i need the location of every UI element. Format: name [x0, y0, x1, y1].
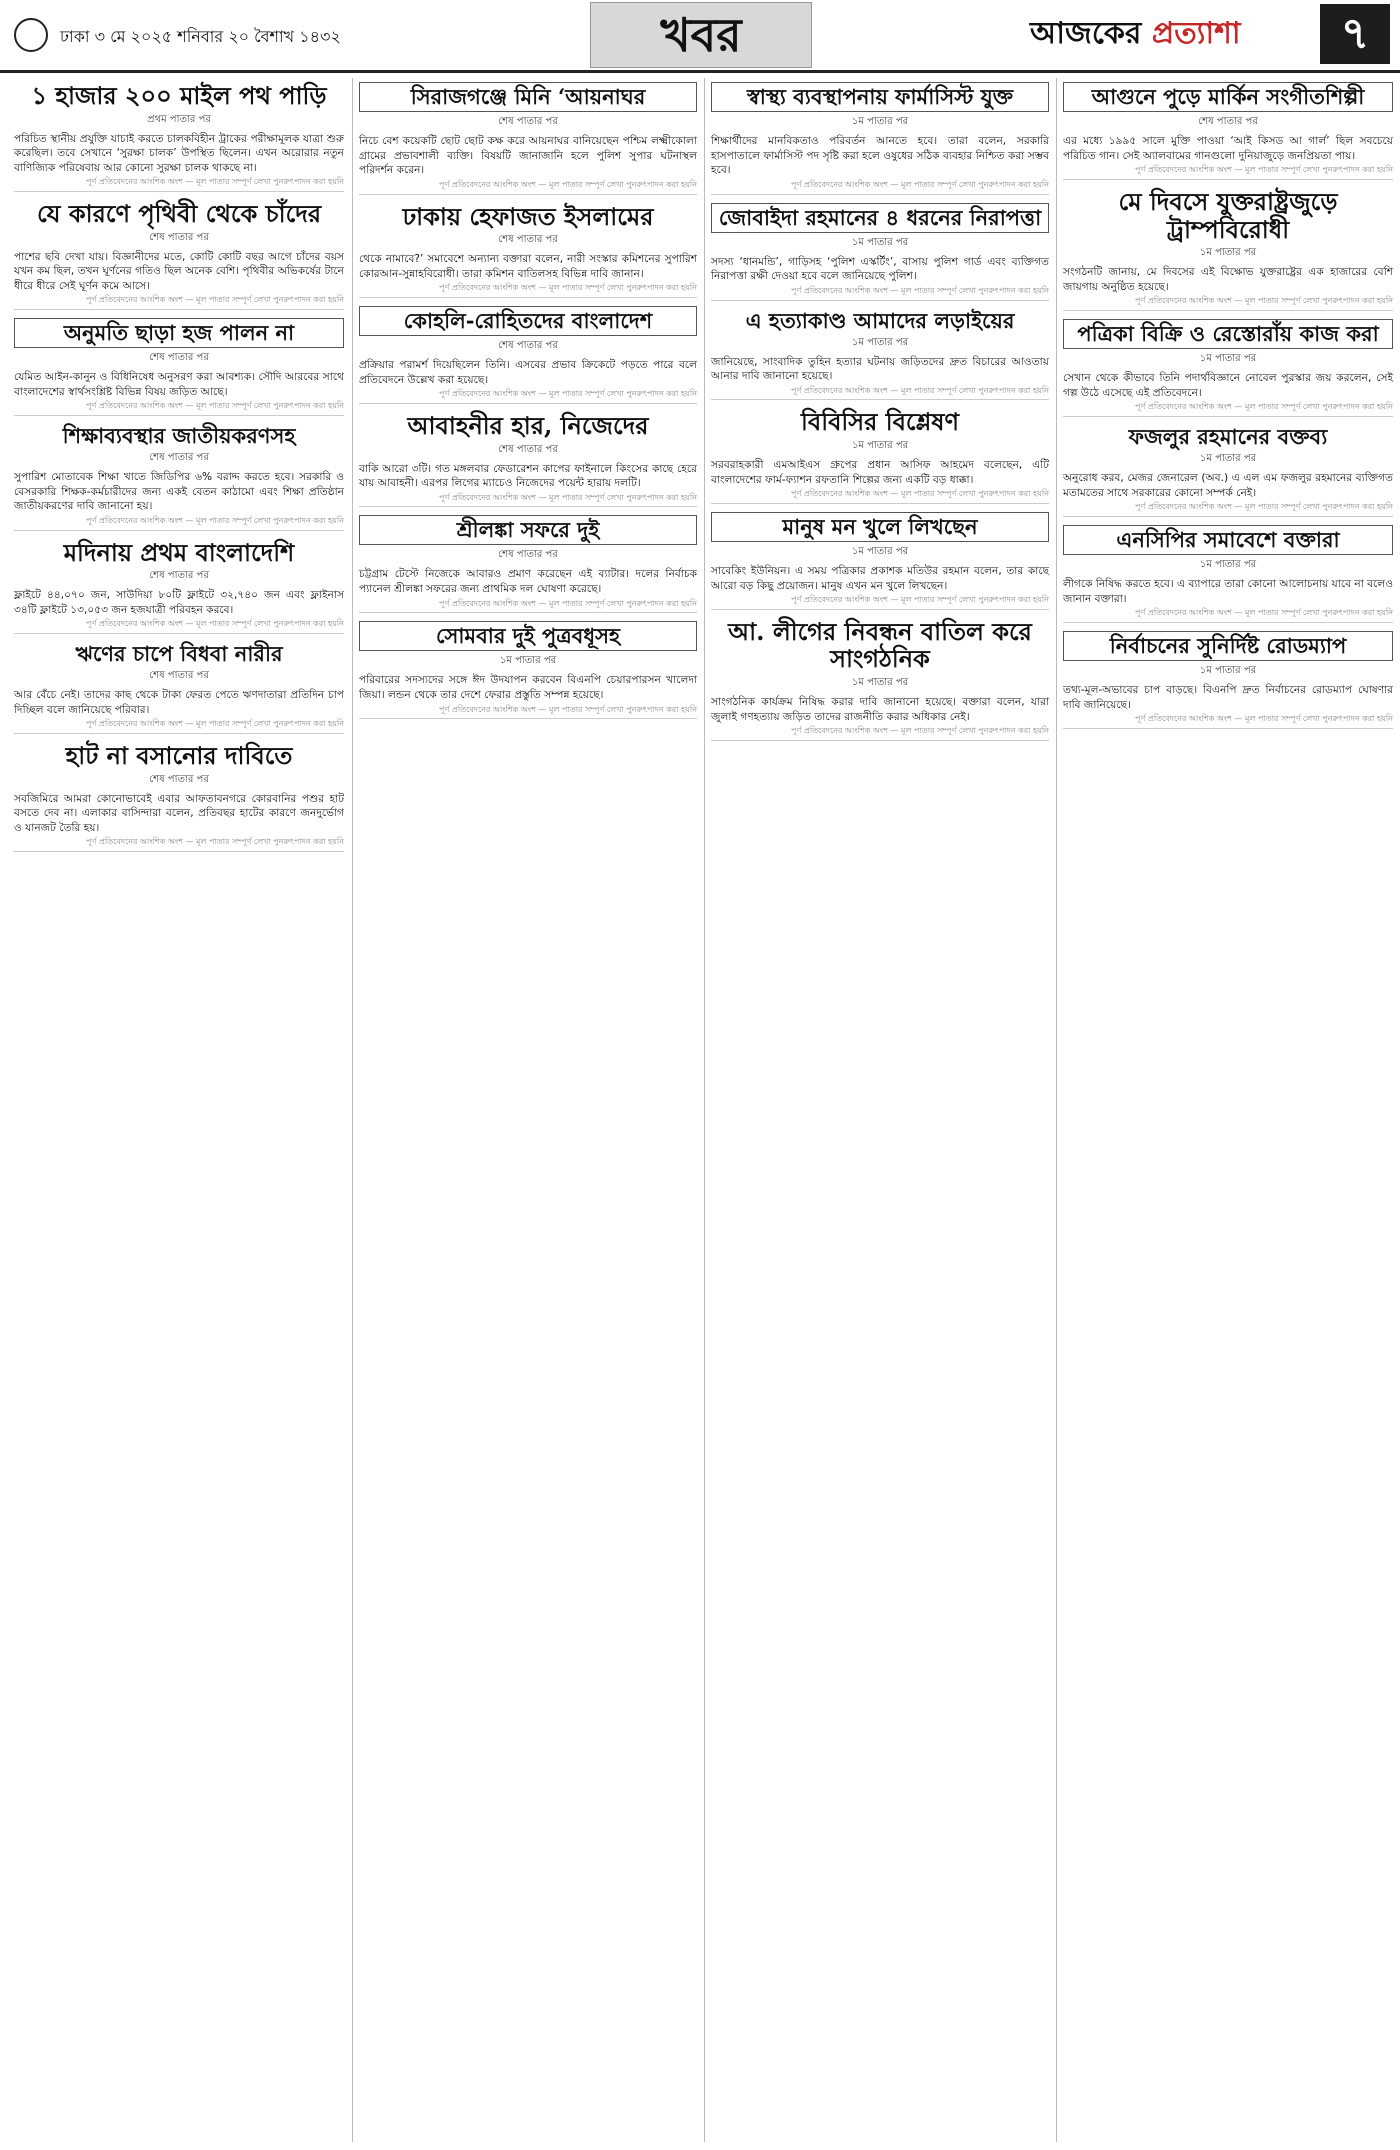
article-headline: বিবিসির বিশ্লেষণ: [800, 407, 959, 437]
article-body: থেকে নামাবে?’ সমাবেশে অন্যান্য বক্তারা বলেন, নারী সংস্কার কমিশনের সুপারিশ কোরআন-সুন্নাহবিরোধী। তারা কমিশন বাতিলসহ বিভিন্ন দাবি জানান।: [359, 253, 697, 280]
article: [14, 424, 344, 531]
article-body: সংগঠনটি জানায়, মে দিবসের এই বিক্ষোভ যুক্তরাষ্ট্রের এক হাজারের বেশি জায়গায় অনুষ্ঠিত হয়েছে।: [1063, 266, 1393, 293]
article-body: ফ্লাইটে ৪৪,০৭০ জন, সাউদিয়া ৮০টি ফ্লাইটে ৩২,৭৪০ জন এবং ফ্লাইনাস ৩৪টি ফ্লাইটে ১৩,০৫৩ জন হজযাত্রী পরিবহন করবে।: [14, 589, 344, 616]
excerpt-note: পূর্ণ প্রতিবেদনের আংশিক অংশ — মূল পাতার সম্পূর্ণ লেখা পুনরুৎপাদন করা হয়নি: [86, 619, 344, 629]
article-body: চট্টগ্রাম টেস্টে নিজেকে আবারও প্রমাণ করেছেন এই ব্যাটার। দলের নির্বাচক প্যানেল শ্রীলঙ্কা সফরের জন্য প্রাথমিক দল ঘোষণা করেছে।: [359, 568, 697, 596]
article: [359, 515, 697, 613]
continuation-label: ১ম পাতার পর: [851, 546, 909, 558]
article-body: তথ্য-মূল-অভাবের চাপ বাড়ছে। বিএনপি দ্রুত নির্বাচনের রোডম্যাপ ঘোষণার দাবি জানিয়েছে।: [1063, 683, 1393, 711]
continuation-label: ১ম পাতার পর: [851, 236, 909, 248]
continuation-label: শেষ পাতার পর: [149, 452, 209, 464]
continuation-label: শেষ পাতার পর: [498, 443, 558, 455]
continuation-label: ১ম পাতার পর: [851, 336, 909, 348]
excerpt-note: পূর্ণ প্রতিবেদনের আংশিক অংশ — মূল পাতার সম্পূর্ণ লেখা পুনরুৎপাদন করা হয়নি: [791, 489, 1049, 499]
continuation-label: ১ম পাতার পর: [499, 655, 557, 667]
excerpt-note: পূর্ণ প্রতিবেদনের আংশিক অংশ — মূল পাতার সম্পূর্ণ লেখা পুনরুৎপাদন করা হয়নি: [439, 704, 697, 714]
article-body: সাংগঠনিক কার্যক্রম নিষিদ্ধ করার দাবি জানানো হয়েছে। বক্তারা বলেন, যারা জুলাই গণহত্যায় জড়িত তাদের রাজনীতি করার অধিকার নেই।: [711, 696, 1049, 723]
article-headline: যে কারণে পৃথিবী থেকে চাঁদের: [36, 199, 322, 229]
article-headline: এনসিপির সমাবেশে বক্তারা: [1063, 525, 1393, 555]
article-headline: নির্বাচনের সুনির্দিষ্ট রোডম্যাপ: [1063, 631, 1393, 661]
continuation-label: ১ম পাতার পর: [1199, 559, 1257, 570]
article-headline: ১ হাজার ২০০ মাইল পথ পাড়ি: [31, 81, 327, 110]
article: [711, 203, 1049, 301]
article-body: পাশের ছবি দেখা যায়। বিজ্ঞানীদের মতে, কোটি কোটি বছর আগে চাঁদের বয়স যখন কম ছিল, তখন ঘূর্ণনের গতিও ছিল অনেক বেশি। পৃথিবীর অভিকর্ষের টানে ধীরে ধীরে সেই ঘূর্ণন কমে আসে।: [14, 250, 344, 292]
excerpt-note: পূর্ণ প্রতিবেদনের আংশিক অংশ — মূল পাতার সম্পূর্ণ লেখা পুনরুৎপাদন করা হয়নি: [1135, 165, 1393, 175]
article-headline: পত্রিকা বিক্রি ও রেস্তোরাঁয় কাজ করা: [1063, 319, 1393, 349]
article: [14, 200, 344, 310]
article: [1063, 425, 1393, 517]
article-headline: আবাহনীর হার, নিজেদের: [407, 410, 649, 440]
continuation-label: ১ম পাতার পর: [1199, 453, 1257, 465]
excerpt-note: পূর্ণ প্রতিবেদনের আংশিক অংশ — মূল পাতার সম্পূর্ণ লেখা পুনরুৎপাদন করা হয়নি: [439, 179, 697, 189]
article-body: যেমিত আইন-কানুন ও বিধিনিষেধ অনুসরণ করা আবশ্যক। সৌদি আরবের সাথে বাংলাদেশের স্বার্থসংশ্লিষ্ট বিভিন্ন বিষয় জড়িত আছে।: [14, 371, 344, 398]
article: [359, 203, 697, 298]
article-body: সুপারিশ মোতাবেক শিক্ষা খাতে জিডিপির ৬% বরাদ্দ করতে হবে। সরকারি ও বেসরকারি শিক্ষক-কর্মচারীদের জন্য একই বেতন কাঠামো এবং শিক্ষা প্রতিষ্ঠান জাতীয়করণের দাবি জানানো হয়।: [14, 471, 344, 513]
article-headline: সোমবার দুই পুত্রবধূসহ: [359, 621, 697, 651]
article-headline: অনুমতি ছাড়া হজ পালন না: [14, 318, 344, 348]
article: [14, 539, 344, 634]
article-headline: হাট না বসানোর দাবিতে: [65, 740, 293, 770]
continuation-label: শেষ পাতার পর: [149, 352, 209, 364]
column-1: [8, 78, 350, 2142]
article: [1063, 525, 1393, 623]
article: [359, 306, 697, 404]
article-body: সদস্য ‘ধানমন্ডি’, গাড়িসহ ‘পুলিশ এস্কর্টিং’, বাসায় পুলিশ গার্ড এবং ব্যক্তিগত নিরাপত্তা রক্ষী দেওয়া হবে বলে জানিয়েছে পুলিশ।: [711, 255, 1049, 283]
excerpt-note: পূর্ণ প্রতিবেদনের আংশিক অংশ — মূল পাতার সম্পূর্ণ লেখা পুনরুৎপাদন করা হয়নি: [86, 719, 344, 729]
excerpt-note: পূর্ণ প্রতিবেদনের আংশিক অংশ — মূল পাতার সম্পূর্ণ লেখা পুনরুৎপাদন করা হয়নি: [86, 401, 344, 411]
article: [711, 309, 1049, 401]
article-headline: জোবাইদা রহমানের ৪ ধরনের নিরাপত্তা: [711, 203, 1049, 233]
article: [711, 512, 1049, 610]
article-body: এর মধ্যে ১৯৯৫ সালে মুক্তি পাওয়া ‘আই কিসড আ গার্ল’ ছিল সবচেয়ে পরিচিত গান। সেই অ্যালবামের গানগুলো দুনিয়াজুড়ে জনপ্রিয়তা পায়।: [1063, 135, 1393, 162]
continuation-label: ১ম পাতার পর: [1199, 664, 1257, 676]
article-body: আর বেঁচে নেই। তাদের কাছ থেকে টাকা ফেরত পেতে ঋণদাতারা প্রতিদিন চাপ দিচ্ছিল বলে জানিয়েছে পরিবার।: [14, 689, 344, 716]
excerpt-note: পূর্ণ প্রতিবেদনের আংশিক অংশ — মূল পাতার সম্পূর্ণ লেখা পুনরুৎপাদন করা হয়নি: [791, 385, 1049, 395]
continuation-label: ১ম পাতার পর: [851, 116, 909, 128]
excerpt-note: পূর্ণ প্রতিবেদনের আংশিক অংশ — মূল পাতার সম্পূর্ণ লেখা পুনরুৎপাদন করা হয়নি: [439, 389, 697, 399]
excerpt-note: পূর্ণ প্রতিবেদনের আংশিক অংশ — মূল পাতার সম্পূর্ণ লেখা পুনরুৎপাদন করা হয়নি: [791, 595, 1049, 605]
masthead: [0, 0, 1400, 73]
article: [359, 82, 697, 195]
continuation-label: ১ম পাতার পর: [1199, 353, 1257, 365]
article-headline: ঢাকায় হেফাজত ইসলামের: [402, 201, 654, 231]
article-body: সবজিমিরে আমরা কোনোভাবেই এবার আফতাবনগরে কোরবানির পশুর হাট বসতে দেব না। এলাকার বাসিন্দারা বলেন, প্রতিবছর হাটের কারণে জনদুর্ভোগ ও যানজট তৈরি হয়।: [14, 792, 344, 834]
continuation-label: ১ম পাতার পর: [851, 440, 909, 452]
article: [14, 82, 344, 192]
excerpt-note: পূর্ণ প্রতিবেদনের আংশিক অংশ — মূল পাতার সম্পূর্ণ লেখা পুনরুৎপাদন করা হয়নি: [791, 179, 1049, 189]
article-headline: ঋণের চাপে বিধবা নারীর: [75, 640, 283, 666]
date-line: ঢাকা ৩ মে ২০২৫ শনিবার ২০ বৈশাখ ১৪৩২: [60, 27, 341, 46]
article-body: প্রক্রিয়ার পরামর্শ দিয়েছিলেন তিনি। এসবের প্রভাব ক্রিকেটে পড়তে পারে বলে প্রতিবেদনে উল্লেখ করা হয়েছে।: [359, 359, 697, 386]
column-3: [704, 78, 1055, 2142]
article-headline: শিক্ষাব্যবস্থার জাতীয়করণসহ: [62, 422, 296, 448]
article-headline: সিরাজগঞ্জে মিনি ‘আয়নাঘর: [359, 82, 697, 112]
column-2: [352, 78, 703, 2142]
article: [14, 742, 344, 852]
excerpt-note: পূর্ণ প্রতিবেদনের আংশিক অংশ — মূল পাতার সম্পূর্ণ লেখা পুনরুৎপাদন করা হয়নি: [86, 177, 344, 187]
article: [1063, 188, 1393, 311]
excerpt-note: পূর্ণ প্রতিবেদনের আংশিক অংশ — মূল পাতার সম্পূর্ণ লেখা পুনরুৎপাদন করা হয়নি: [439, 598, 697, 608]
continuation-label: শেষ পাতার পর: [149, 773, 209, 785]
article-headline: আ. লীগের নিবন্ধন বাতিল করে সাংগঠনিক: [728, 616, 1032, 674]
column-4: [1056, 78, 1399, 2142]
article-headline: আগুনে পুড়ে মার্কিন সংগীতশিল্পী: [1063, 82, 1393, 112]
excerpt-note: পূর্ণ প্রতিবেদনের আংশিক অংশ — মূল পাতার সম্পূর্ণ লেখা পুনরুৎপাদন করা হয়নি: [439, 283, 697, 293]
article: [711, 618, 1049, 741]
section-title: খবর: [590, 2, 812, 68]
article-body: লীগকে নিষিদ্ধ করতে হবে। এ ব্যাপারে তারা কোনো আলোচনায় যাবে না বলেও জানান বক্তারা।: [1063, 578, 1393, 605]
continuation-label: শেষ পাতার পর: [498, 234, 558, 246]
article-body: সরবরাহকারী এমআইএস গ্রুপের প্রধান আসিফ আহমেদ বলেছেন, এটি বাংলাদেশের ফার্ম-ফ্যাশন রফতানি শিল্পের জন্য একটি বড় ধাক্কা।: [711, 459, 1049, 486]
continuation-label: ১ম পাতার পর: [851, 677, 909, 689]
registration-mark-icon: [14, 18, 48, 52]
excerpt-note: পূর্ণ প্রতিবেদনের আংশিক অংশ — মূল পাতার সম্পূর্ণ লেখা পুনরুৎপাদন করা হয়নি: [86, 295, 344, 305]
article: [711, 82, 1049, 195]
continuation-label: শেষ পাতার পর: [498, 116, 558, 128]
excerpt-note: পূর্ণ প্রতিবেদনের আংশিক অংশ — মূল পাতার সম্পূর্ণ লেখা পুনরুৎপাদন করা হয়নি: [1135, 402, 1393, 412]
continuation-label: শেষ পাতার পর: [149, 670, 209, 682]
brand-highlight: প্রত্যাশা: [1151, 16, 1241, 51]
article-body: পরিচিত স্থানীয় প্রযুক্তি যাচাই করতে চালকবিহীন ট্রাকের পরীক্ষামূলক যাত্রা শুরু করেছিল। তবে সেখানে ‘সুরক্ষা চালক’ উপস্থিত ছিলেন। এখন অরোরার নতুন বাণিজ্যিক পরিষেবায় আর কোনো সুরক্ষা চালক থাকছে না।: [14, 132, 344, 174]
article-body: বাকি আরো ৩টি। গত মঙ্গলবার ফেডারেশন কাপের ফাইনালে কিংসের কাছে হেরে যায় আবাহনী। এরপর লিগের ম্যাচেও নিজেদের পয়েন্ট হারায় দলটি।: [359, 462, 697, 490]
article-body: সাবেকিং ইউনিয়ন। এ সময় পত্রিকার প্রকাশক মতিউর রহমান বলেন, তার কাছে আরো বড় কিছু প্রয়োজন। মানুষ এখন মন খুলে লিখছেন।: [711, 565, 1049, 592]
article-headline: মে দিবসে যুক্তরাষ্ট্রজুড়ে ট্রাম্পবিরোধী: [1118, 186, 1338, 244]
continuation-label: ১ম পাতার পর: [1199, 247, 1257, 259]
article: [14, 318, 344, 416]
article-body: জানিয়েছে, সাংবাদিক তুহিন হত্যার ঘটনায় জড়িতদের দ্রুত বিচারের আওতায় আনার দাবি জানানো হয়েছে।: [711, 355, 1049, 383]
continuation-label: শেষ পাতার পর: [149, 231, 209, 243]
article-body: সেখান থেকে কীভাবে তিনি পদার্থবিজ্ঞানে নোবেল পুরস্কার জয় করলেন, সেই গল্প উঠে এসেছে এই প্রতিবেদনে।: [1063, 372, 1393, 399]
article-headline: স্বাস্থ্য ব্যবস্থাপনায় ফার্মাসিস্ট যুক্ত: [711, 82, 1049, 112]
excerpt-note: পূর্ণ প্রতিবেদনের আংশিক অংশ — মূল পাতার সম্পূর্ণ লেখা পুনরুৎপাদন করা হয়নি: [86, 837, 344, 847]
article-body: নিচে বেশ কয়েকটি ছোট ছোট কক্ষ করে আয়নাঘর বানিয়েছেন পশ্চিম লক্ষ্মীকোলা গ্রামের প্রভাবশালী ব্যক্তি। বিষয়টি জানাজানি হলে পুলিশ সুপার ঘটনাস্থল পরিদর্শন করেন।: [359, 135, 697, 177]
continuation-label: শেষ পাতার পর: [498, 549, 558, 561]
article-body: শিক্ষার্থীদের মানবিকতাও পরিবর্তন আনতে হবে। তারা বলেন, সরকারি হাসপাতালে ফার্মাসিস্ট পদ সৃষ্টি করা হলে ওষুধের সঠিক ব্যবহার নিশ্চিত করা সম্ভব হবে।: [711, 135, 1049, 177]
excerpt-note: পূর্ণ প্রতিবেদনের আংশিক অংশ — মূল পাতার সম্পূর্ণ লেখা পুনরুৎপাদন করা হয়নি: [1135, 502, 1393, 512]
newspaper-logo: [1030, 6, 1310, 62]
article-headline: ফজলুর রহমানের বক্তব্য: [1128, 423, 1328, 449]
excerpt-note: পূর্ণ প্রতিবেদনের আংশিক অংশ — মূল পাতার সম্পূর্ণ লেখা পুনরুৎপাদন করা হয়নি: [86, 515, 344, 525]
article: [1063, 631, 1393, 729]
article-headline: কোহলি-রোহিতদের বাংলাদেশ: [359, 306, 697, 336]
article: [711, 408, 1049, 503]
article: [359, 621, 697, 719]
excerpt-note: পূর্ণ প্রতিবেদনের আংশিক অংশ — মূল পাতার সম্পূর্ণ লেখা পুনরুৎপাদন করা হয়নি: [791, 726, 1049, 736]
continuation-label: শেষ পাতার পর: [1198, 116, 1258, 128]
page-number: ৭: [1320, 4, 1390, 64]
brand-prefix: আজকের: [1030, 16, 1142, 51]
excerpt-note: পূর্ণ প্রতিবেদনের আংশিক অংশ — মূল পাতার সম্পূর্ণ লেখা পুনরুৎপাদন করা হয়নি: [1135, 714, 1393, 724]
article: [14, 642, 344, 734]
article-headline: মানুষ মন খুলে লিখছেন: [711, 512, 1049, 542]
article: [1063, 319, 1393, 417]
article-body: পরিবারের সদস্যদের সঙ্গে ঈদ উদযাপন করবেন বিএনপি চেয়ারপারসন খালেদা জিয়া। লন্ডন থেকে তার দেশে ফেরার প্রস্তুতি সম্পন্ন হয়েছে।: [359, 674, 697, 702]
article-body: অনুরোধ করব, মেজর জেনারেল (অব.) এ এল এম ফজলুর রহমানের ব্যক্তিগত মতামতের সাথে সরকারের কোনো সম্পর্ক নেই।: [1063, 472, 1393, 499]
excerpt-note: পূর্ণ প্রতিবেদনের আংশিক অংশ — মূল পাতার সম্পূর্ণ লেখা পুনরুৎপাদন করা হয়নি: [439, 492, 697, 502]
continuation-label: শেষ পাতার পর: [498, 340, 558, 352]
excerpt-note: পূর্ণ প্রতিবেদনের আংশিক অংশ — মূল পাতার সম্পূর্ণ লেখা পুনরুৎপাদন করা হয়নি: [1135, 608, 1393, 618]
article-headline: মদিনায় প্রথম বাংলাদেশি: [63, 537, 295, 567]
article-headline: এ হত্যাকাণ্ড আমাদের লড়াইয়ের: [745, 307, 1015, 333]
article: [359, 412, 697, 507]
continuation-label: শেষ পাতার পর: [149, 570, 209, 582]
article-headline: শ্রীলঙ্কা সফরে দুই: [359, 515, 697, 545]
article: [1063, 82, 1393, 180]
excerpt-note: পূর্ণ প্রতিবেদনের আংশিক অংশ — মূল পাতার সম্পূর্ণ লেখা পুনরুৎপাদন করা হয়নি: [1135, 296, 1393, 306]
excerpt-note: পূর্ণ প্রতিবেদনের আংশিক অংশ — মূল পাতার সম্পূর্ণ লেখা পুনরুৎপাদন করা হয়নি: [791, 285, 1049, 295]
continuation-label: প্রথম পাতার পর: [147, 113, 211, 125]
